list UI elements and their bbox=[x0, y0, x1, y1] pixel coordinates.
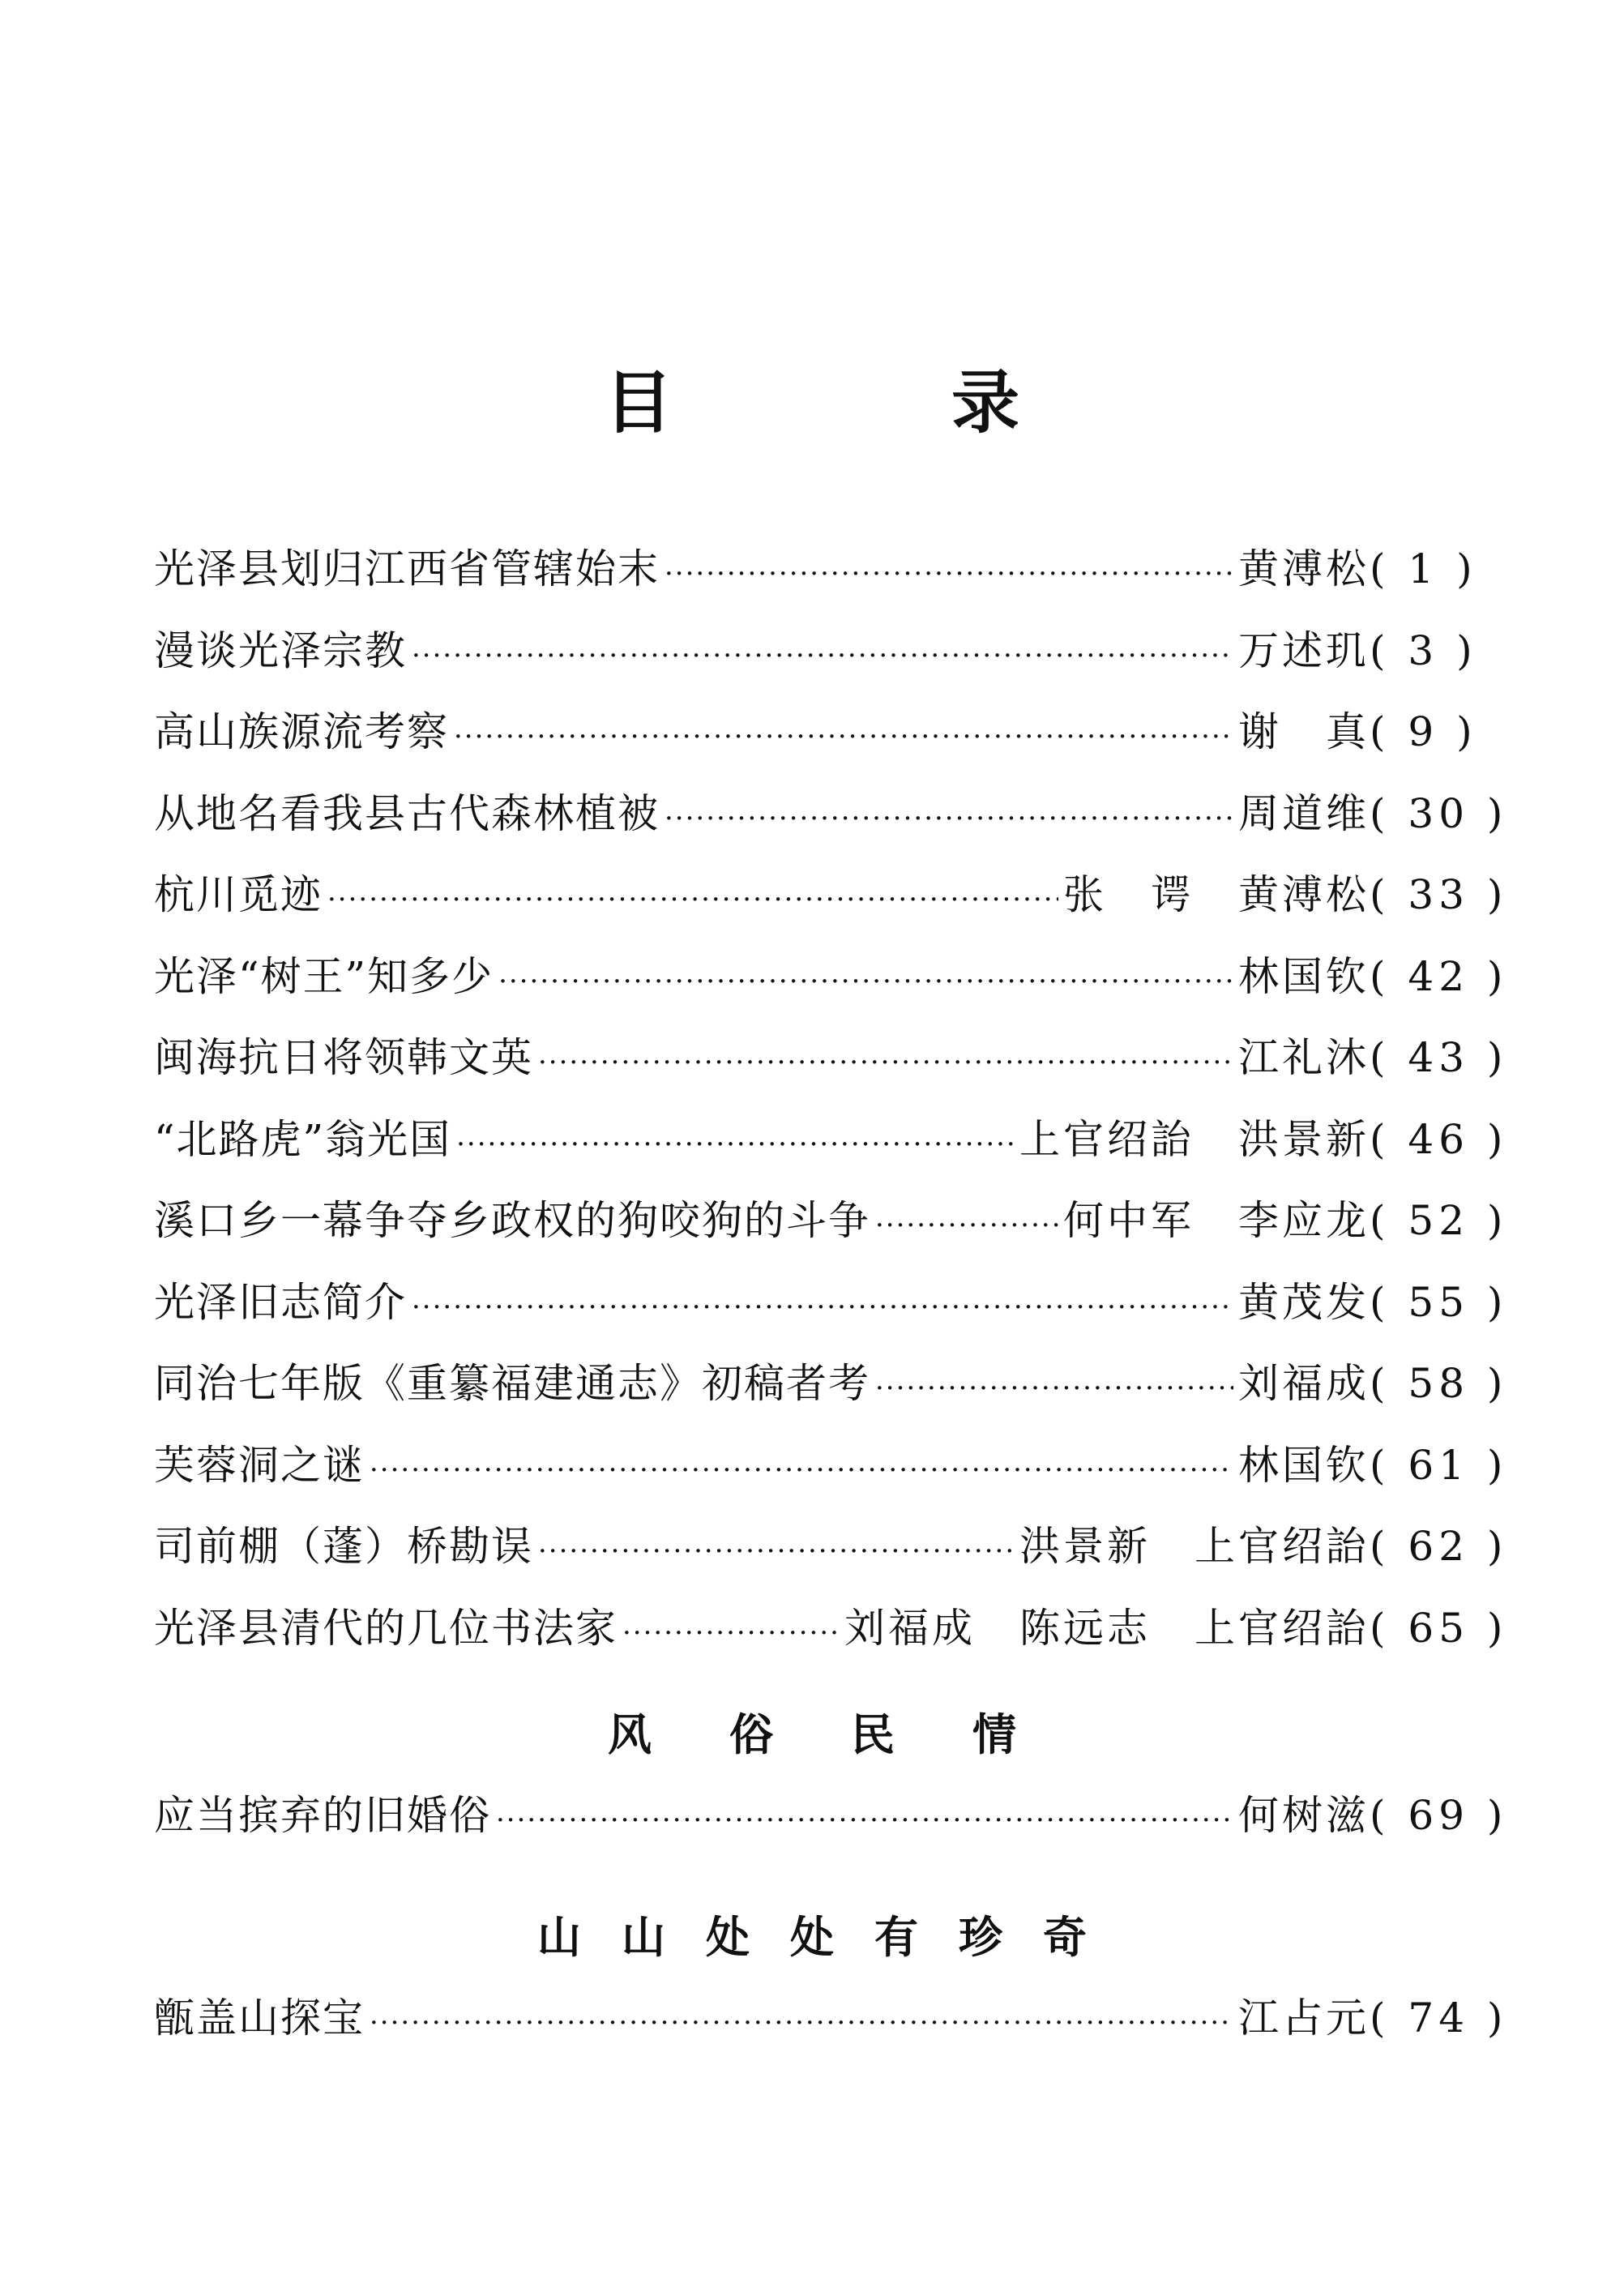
entry-title: 应当摈弃的旧婚俗 bbox=[154, 1792, 491, 1839]
toc-entry bbox=[154, 618, 1491, 700]
entry-author: 刘福成 bbox=[1238, 1360, 1370, 1407]
entry-page-number: ( 9 ) bbox=[1370, 708, 1477, 755]
entry-page-number: ( 30 ) bbox=[1370, 789, 1508, 837]
entry-author: 谢 真 bbox=[1238, 708, 1370, 755]
entry-author: 江占元 bbox=[1238, 1995, 1370, 2042]
entry-author: 何树滋 bbox=[1238, 1792, 1370, 1839]
toc-entry bbox=[154, 1025, 1508, 1107]
entry-title: 同治七年版《重纂福建通志》初稿者考 bbox=[154, 1360, 870, 1407]
toc-entry bbox=[154, 1986, 1508, 2067]
entry-title: 光泽县清代的几位书法家 bbox=[154, 1604, 618, 1652]
entry-title: 闽海抗日将领韩文英 bbox=[154, 1034, 533, 1081]
entry-title: 甑盖山探宝 bbox=[154, 1995, 365, 2042]
entry-author: 江礼沐 bbox=[1238, 1034, 1370, 1081]
entry-author: 黄溥松 bbox=[1238, 545, 1370, 592]
entry-page-number: ( 74 ) bbox=[1370, 1995, 1508, 2042]
entry-title: 司前棚（蓬）桥勘误 bbox=[154, 1523, 533, 1570]
dot-leader bbox=[370, 1454, 1233, 1486]
entry-title: 杭川觅迹 bbox=[154, 871, 323, 918]
dot-leader bbox=[412, 1291, 1233, 1323]
entry-author: 上官绍詒 洪景新 bbox=[1019, 1115, 1370, 1163]
entry-author: 林国钦 bbox=[1238, 1441, 1370, 1489]
entry-page-number: ( 69 ) bbox=[1370, 1792, 1508, 1839]
entry-title: 溪口乡一幕争夺乡政权的狗咬狗的斗争 bbox=[154, 1197, 870, 1244]
entry-author: 周道维 bbox=[1238, 789, 1370, 837]
toc-list bbox=[154, 537, 1508, 1677]
toc-entry bbox=[154, 781, 1508, 863]
entry-page-number: ( 3 ) bbox=[1370, 626, 1477, 674]
entry-page-number: ( 33 ) bbox=[1370, 871, 1508, 918]
dot-leader bbox=[875, 1372, 1233, 1405]
toc-entry bbox=[154, 699, 1491, 781]
page-title: 目 录 bbox=[604, 363, 1125, 443]
dot-leader bbox=[665, 558, 1233, 590]
entry-author: 何中军 李应龙 bbox=[1063, 1197, 1370, 1244]
dot-leader bbox=[498, 965, 1233, 998]
toc-entry bbox=[154, 1107, 1508, 1189]
dot-leader bbox=[454, 720, 1233, 753]
entry-page-number: ( 43 ) bbox=[1370, 1034, 1508, 1081]
entry-page-number: ( 55 ) bbox=[1370, 1278, 1508, 1326]
toc-list bbox=[154, 1986, 1508, 2067]
entry-page-number: ( 52 ) bbox=[1370, 1197, 1508, 1244]
entry-title: 从地名看我县古代森林植被 bbox=[154, 789, 660, 837]
dot-leader bbox=[622, 1617, 840, 1649]
entry-author: 张 谔 黄溥松 bbox=[1063, 871, 1370, 918]
entry-page-number: ( 42 ) bbox=[1370, 952, 1508, 1000]
entry-title: 漫谈光泽宗教 bbox=[154, 626, 407, 674]
toc-entry bbox=[154, 1188, 1508, 1270]
toc-entry bbox=[154, 537, 1491, 618]
section-heading: 风俗民情 bbox=[608, 1709, 1094, 1760]
entry-title: 光泽“树王”知多少 bbox=[154, 952, 494, 1000]
entry-title: 光泽旧志简介 bbox=[154, 1278, 407, 1326]
dot-leader bbox=[538, 1535, 1015, 1567]
toc-entry bbox=[154, 1351, 1508, 1433]
entry-title: 芙蓉洞之谜 bbox=[154, 1441, 365, 1489]
entry-page-number: ( 65 ) bbox=[1370, 1604, 1508, 1652]
entry-page-number: ( 1 ) bbox=[1370, 545, 1477, 592]
entry-page-number: ( 62 ) bbox=[1370, 1523, 1508, 1570]
toc-entry bbox=[154, 1514, 1508, 1596]
entry-title: 光泽县划归江西省管辖始末 bbox=[154, 545, 660, 592]
entry-title: “北路虎”翁光国 bbox=[154, 1115, 452, 1163]
toc-entry bbox=[154, 1783, 1508, 1865]
entry-page-number: ( 46 ) bbox=[1370, 1115, 1508, 1163]
entry-page-number: ( 61 ) bbox=[1370, 1441, 1508, 1489]
entry-title: 高山族源流考察 bbox=[154, 708, 449, 755]
entry-author: 万述玑 bbox=[1238, 626, 1370, 674]
entry-page-number: ( 58 ) bbox=[1370, 1360, 1508, 1407]
dot-leader bbox=[456, 1128, 1015, 1161]
entry-author: 洪景新 上官绍詒 bbox=[1019, 1523, 1370, 1570]
section-heading: 山山处处有珍奇 bbox=[537, 1912, 1127, 1963]
entry-author: 刘福成 陈远志 上官绍詒 bbox=[844, 1604, 1370, 1652]
toc-entry bbox=[154, 862, 1508, 944]
dot-leader bbox=[875, 1209, 1058, 1242]
toc-list bbox=[154, 1783, 1508, 1865]
dot-leader bbox=[496, 1804, 1233, 1836]
dot-leader bbox=[665, 802, 1233, 835]
dot-leader bbox=[538, 1046, 1233, 1079]
entry-author: 林国钦 bbox=[1238, 952, 1370, 1000]
entry-author: 黄茂发 bbox=[1238, 1278, 1370, 1326]
dot-leader bbox=[327, 883, 1058, 916]
dot-leader bbox=[412, 639, 1233, 672]
toc-entry bbox=[154, 1270, 1508, 1352]
toc-entry bbox=[154, 1596, 1508, 1678]
toc-entry bbox=[154, 1433, 1508, 1515]
dot-leader bbox=[370, 2007, 1233, 2039]
toc-entry bbox=[154, 944, 1508, 1026]
